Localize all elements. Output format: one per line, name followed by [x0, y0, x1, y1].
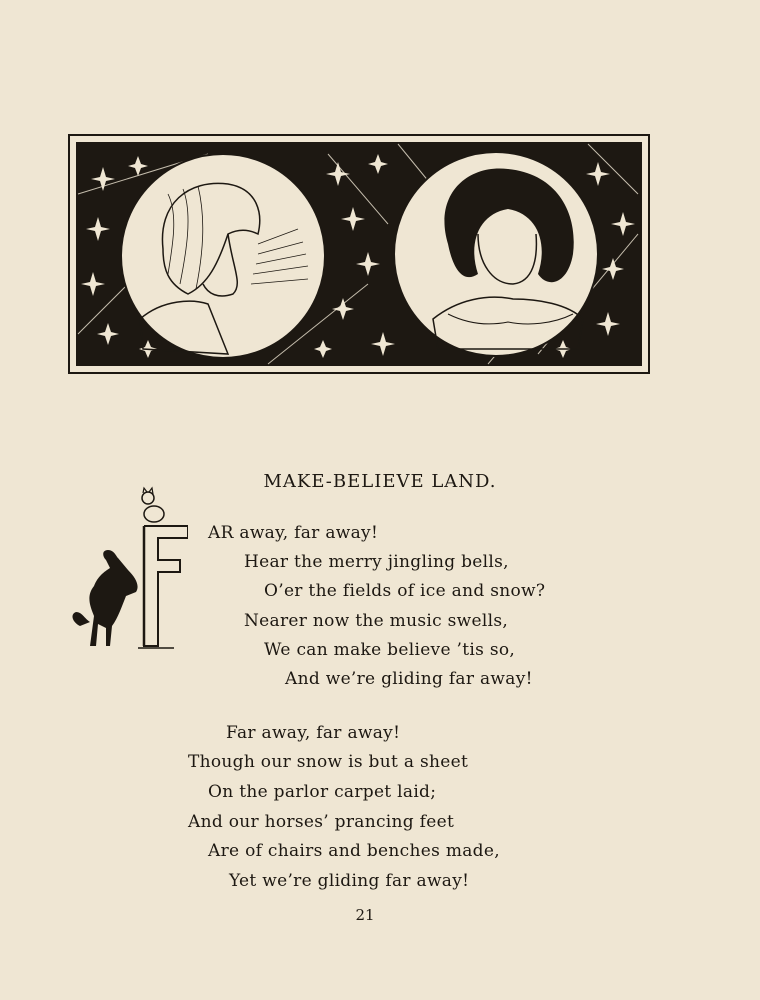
initial-letter-f	[138, 526, 188, 648]
stanza2-line4: And our horses’ prancing feet	[188, 812, 455, 832]
stanza2-line5: Are of chairs and benches made,	[208, 841, 500, 861]
decorated-initial	[68, 486, 188, 658]
dog-icon	[73, 550, 138, 646]
stanza1-line1: AR away, far away!	[208, 523, 379, 543]
stanza2-line3: On the parlor carpet laid;	[208, 782, 437, 802]
boy-portrait	[121, 154, 325, 358]
stanza1-line6: And we’re gliding far away!	[285, 669, 533, 689]
poem-title: MAKE-BELIEVE LAND.	[263, 471, 497, 492]
stanza2-line2: Though our snow is but a sheet	[188, 752, 469, 772]
page-number: 21	[355, 906, 375, 924]
stanza2-line1: Far away, far away!	[226, 723, 401, 743]
stanza1-line3: O’er the fields of ice and snow?	[264, 581, 546, 601]
stanza1-line2: Hear the merry jingling bells,	[244, 552, 509, 572]
cat-icon	[142, 488, 164, 522]
stanza1-line4: Nearer now the music swells,	[244, 611, 509, 631]
stanza2-line6: Yet we’re gliding far away!	[229, 871, 470, 891]
stanza1-line5: We can make believe ’tis so,	[264, 640, 516, 660]
girl-portrait	[394, 152, 598, 356]
portrait-banner-illustration	[68, 134, 650, 374]
initial-letter-text: F	[68, 486, 69, 487]
